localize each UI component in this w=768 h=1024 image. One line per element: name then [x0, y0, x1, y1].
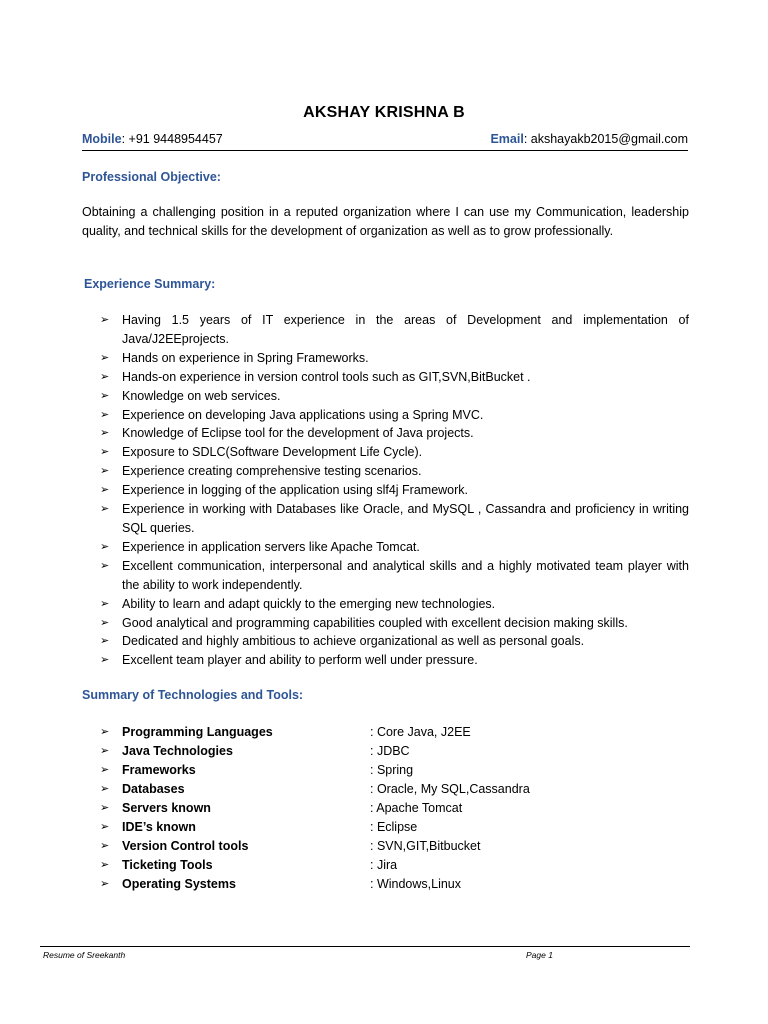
list-item — [100, 651, 689, 670]
experience-list — [100, 311, 689, 670]
list-item — [100, 406, 689, 425]
tech-key: Ticketing Tools — [122, 858, 213, 872]
list-item-text: Knowledge on web services. — [122, 388, 281, 403]
tech-row — [100, 761, 600, 780]
arrow-bullet-icon: ➢ — [100, 859, 110, 871]
arrow-bullet-icon: ➢ — [100, 616, 110, 629]
arrow-bullet-icon: ➢ — [100, 559, 110, 572]
list-item-text: Hands on experience in Spring Frameworks. — [122, 350, 369, 365]
arrow-bullet-icon: ➢ — [100, 540, 110, 553]
arrow-bullet-icon: ➢ — [100, 370, 110, 383]
tech-value: : SVN,GIT,Bitbucket — [370, 839, 481, 853]
list-item — [100, 538, 689, 557]
list-item — [100, 462, 689, 481]
tech-row — [100, 723, 600, 742]
arrow-bullet-icon: ➢ — [100, 726, 110, 738]
list-item — [100, 443, 689, 462]
arrow-bullet-icon: ➢ — [100, 597, 110, 610]
list-item-text: Good analytical and programming capabilities coupled with excellent decision making skills. — [122, 615, 628, 630]
arrow-bullet-icon: ➢ — [100, 465, 110, 478]
tech-value: : Apache Tomcat — [370, 801, 463, 815]
arrow-bullet-icon: ➢ — [100, 764, 110, 776]
tech-value: : Core Java, J2EE — [370, 725, 471, 739]
tech-row — [100, 856, 600, 875]
candidate-name: AKSHAY KRISHNA B — [303, 104, 465, 121]
list-item-text: Experience in application servers like Apache Tomcat. — [122, 539, 420, 554]
arrow-bullet-icon: ➢ — [100, 840, 110, 852]
arrow-bullet-icon: ➢ — [100, 654, 110, 667]
list-item-text: Knowledge of Eclipse tool for the development of Java projects. — [122, 426, 474, 441]
tech-row — [100, 742, 600, 761]
arrow-bullet-icon: ➢ — [100, 408, 110, 421]
arrow-bullet-icon: ➢ — [100, 745, 110, 757]
email-value: : akshayakb2015@gmail.com — [523, 132, 688, 146]
email-label: Email — [490, 132, 524, 146]
list-item — [100, 349, 689, 368]
objective-text: Obtaining a challenging position in a reputed organization where I can use my Communication, leadership quality, and technical skills for the development of organization as well as to grow professionally. — [82, 205, 689, 238]
tech-value: : Eclipse — [370, 820, 418, 834]
tech-row — [100, 837, 600, 856]
list-item — [100, 311, 689, 349]
mobile-label: Mobile — [82, 132, 122, 146]
tech-key: Servers known — [122, 801, 211, 815]
list-item-text: Dedicated and highly ambitious to achieve organizational as well as personal goals. — [122, 634, 585, 649]
mobile-value: : +91 9448954457 — [121, 132, 223, 146]
tech-key: Frameworks — [122, 763, 196, 777]
list-item-text: Exposure to SDLC(Software Development Life Cycle). — [122, 445, 423, 460]
list-item — [100, 595, 689, 614]
arrow-bullet-icon: ➢ — [100, 351, 110, 364]
list-item-text: Experience creating comprehensive testing scenarios. — [122, 464, 422, 479]
arrow-bullet-icon: ➢ — [100, 783, 110, 795]
list-item — [100, 632, 689, 651]
tech-key: IDE’s known — [122, 820, 196, 834]
arrow-bullet-icon: ➢ — [100, 446, 110, 459]
list-item-text: Experience in logging of the application using slf4j Framework. — [122, 483, 469, 498]
tech-key: Version Control tools — [122, 839, 249, 853]
list-item — [100, 481, 689, 500]
experience-heading: Experience Summary: — [84, 277, 216, 291]
page-number: Page 1 — [526, 950, 553, 960]
list-item — [100, 387, 689, 406]
tech-value: : JDBC — [370, 744, 410, 758]
arrow-bullet-icon: ➢ — [100, 878, 110, 890]
tech-value: : Windows,Linux — [370, 877, 462, 891]
tech-key: Operating Systems — [122, 877, 236, 891]
list-item — [100, 368, 689, 387]
tech-value: : Oracle, My SQL,Cassandra — [370, 782, 530, 796]
tech-row — [100, 780, 600, 799]
mobile-contact — [82, 132, 223, 146]
tech-row — [100, 818, 600, 837]
contact-line — [82, 132, 688, 151]
tech-row — [100, 799, 600, 818]
arrow-bullet-icon: ➢ — [100, 427, 110, 440]
list-item-text: Having 1.5 years of IT experience in the areas of Development and implementation of Java/J2EEprojects. — [122, 313, 689, 346]
tech-key: Databases — [122, 782, 185, 796]
list-item-text: Hands-on experience in version control tools such as GIT,SVN,BitBucket . — [122, 369, 531, 384]
list-item-text: Experience in working with Databases like Oracle, and MySQL , Cassandra and proficiency in writing SQL queries. — [122, 502, 689, 535]
arrow-bullet-icon: ➢ — [100, 503, 110, 516]
arrow-bullet-icon: ➢ — [100, 635, 110, 648]
footer-divider — [40, 946, 690, 947]
arrow-bullet-icon: ➢ — [100, 314, 110, 326]
technologies-heading: Summary of Technologies and Tools: — [82, 688, 304, 702]
technologies-list — [100, 723, 600, 894]
tech-key: Java Technologies — [122, 744, 233, 758]
arrow-bullet-icon: ➢ — [100, 802, 110, 814]
list-item-text: Excellent team player and ability to perform well under pressure. — [122, 653, 478, 668]
list-item-text: Excellent communication, interpersonal and analytical skills and a highly motivated team player with the ability to work independently. — [122, 558, 689, 592]
list-item — [100, 557, 689, 595]
arrow-bullet-icon: ➢ — [100, 484, 110, 497]
list-item — [100, 614, 689, 633]
footer-left-text: Resume of Sreekanth — [43, 950, 126, 960]
arrow-bullet-icon: ➢ — [100, 821, 110, 833]
email-contact — [490, 132, 688, 146]
tech-row — [100, 875, 600, 894]
list-item — [100, 424, 689, 443]
list-item-text: Experience on developing Java applications using a Spring MVC. — [122, 407, 484, 422]
objective-heading: Professional Objective: — [82, 170, 221, 184]
list-item — [100, 500, 689, 538]
tech-value: : Jira — [370, 858, 398, 872]
list-item-text: Ability to learn and adapt quickly to the emerging new technologies. — [122, 596, 496, 611]
tech-key: Programming Languages — [122, 725, 273, 739]
tech-value: : Spring — [370, 763, 414, 777]
arrow-bullet-icon: ➢ — [100, 389, 110, 402]
